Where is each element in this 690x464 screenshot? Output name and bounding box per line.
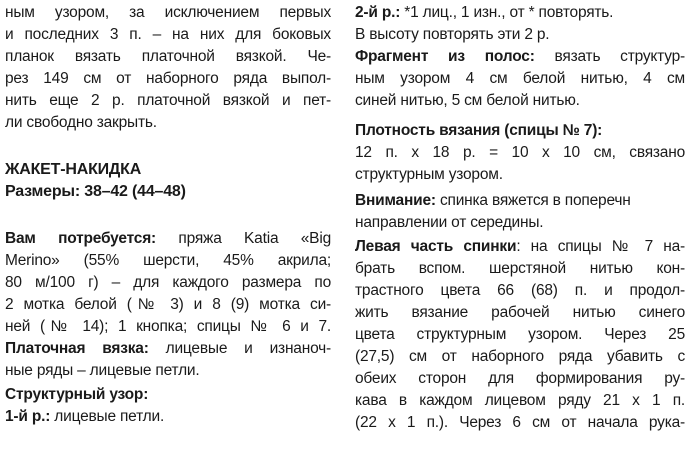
attention-label: Внимание: — [355, 192, 436, 209]
section-title: ЖАКЕТ-НАКИДКА — [5, 161, 142, 178]
garter-line: ные ряды – лицевые петли. — [5, 362, 200, 379]
density-label: Плотность вязания (спицы № 7): — [355, 122, 603, 139]
row2-label: 2-й р.: — [355, 4, 401, 21]
row2-line: В высоту повторять эти 2 р. — [355, 26, 550, 43]
row1-text: лицевые петли. — [50, 408, 165, 425]
density-line: структурным узором. — [355, 166, 503, 183]
materials-line: 80 м/100 г) – для каждого размера по — [5, 274, 331, 291]
row2-text: *1 лиц., 1 изн., от * повторять. — [400, 4, 614, 21]
intro-line: ным узором, за исключением первых — [5, 4, 331, 21]
materials-line — [5, 228, 331, 250]
garter-label: Платочная вязка: — [5, 340, 149, 357]
sizes: Размеры: 38–42 (44–48) — [5, 183, 186, 200]
back-label: Левая часть спинки — [355, 238, 517, 255]
fragment-line: ным узором 4 см белой нитью, 4 см — [355, 70, 685, 87]
structural-heading: Структурный узор: — [5, 386, 149, 403]
fragment-line: синей нитью, 5 см белой нитью. — [355, 92, 580, 109]
row1-label: 1-й р.: — [5, 408, 51, 425]
back-line: (22 х 1 п.). Через 6 см от начала рука- — [355, 414, 685, 431]
fragment-text: вязать структур- — [534, 48, 685, 65]
row2-line — [355, 2, 613, 24]
garter-line — [5, 338, 331, 360]
materials-line: ней (№ 14); 1 кнопка; спицы № 6 и 7. — [5, 318, 331, 335]
intro-line: ли свободно закрыть. — [5, 114, 157, 131]
back-line: брать вспом. шерстяной нитью кон- — [355, 260, 685, 277]
back-line: жить вязание рабочей нитью синего — [355, 304, 685, 321]
materials-line: Merino» (55% шерсти, 45% акрила; — [5, 252, 331, 269]
intro-line: и последних 3 п. – на них для боковых — [5, 26, 331, 43]
attention-line — [355, 190, 631, 212]
attention-line: направлении от середины. — [355, 214, 544, 231]
back-text: : на спицы № 7 на- — [516, 238, 685, 255]
fragment-line — [355, 46, 685, 68]
intro-line: нить еще 2 р. платочной вязкой и пет- — [5, 92, 331, 109]
back-line: цвета структурным узором. Через 25 — [355, 326, 685, 343]
back-line: (27,5) см от наборного ряда убавить с — [355, 348, 685, 365]
row1-line — [5, 406, 164, 428]
back-line: трастного цвета 66 (68) п. и продол- — [355, 282, 685, 299]
intro-line: планок вязать платочной вязкой. Че- — [5, 48, 331, 65]
back-line — [355, 236, 685, 258]
garter-text: лицевые и изнаноч- — [148, 340, 332, 357]
density-line: 12 п. х 18 р. = 10 х 10 см, связано — [355, 144, 685, 161]
fragment-label: Фрагмент из полос: — [355, 48, 535, 65]
back-line: обеих сторон для формирования ру- — [355, 370, 685, 387]
back-line: кава в каждом лицевом ряду 21 х 1 п. — [355, 392, 685, 409]
materials-text: пряжа Katia «Big — [156, 230, 331, 247]
materials-label: Вам потребуется: — [5, 230, 157, 247]
intro-line: рез 149 см от наборного ряда выпол- — [5, 70, 331, 87]
attention-text: спинка вяжется в поперечн — [435, 192, 631, 209]
materials-line: 2 мотка белой (№ 3) и 8 (9) мотка си- — [5, 296, 331, 313]
